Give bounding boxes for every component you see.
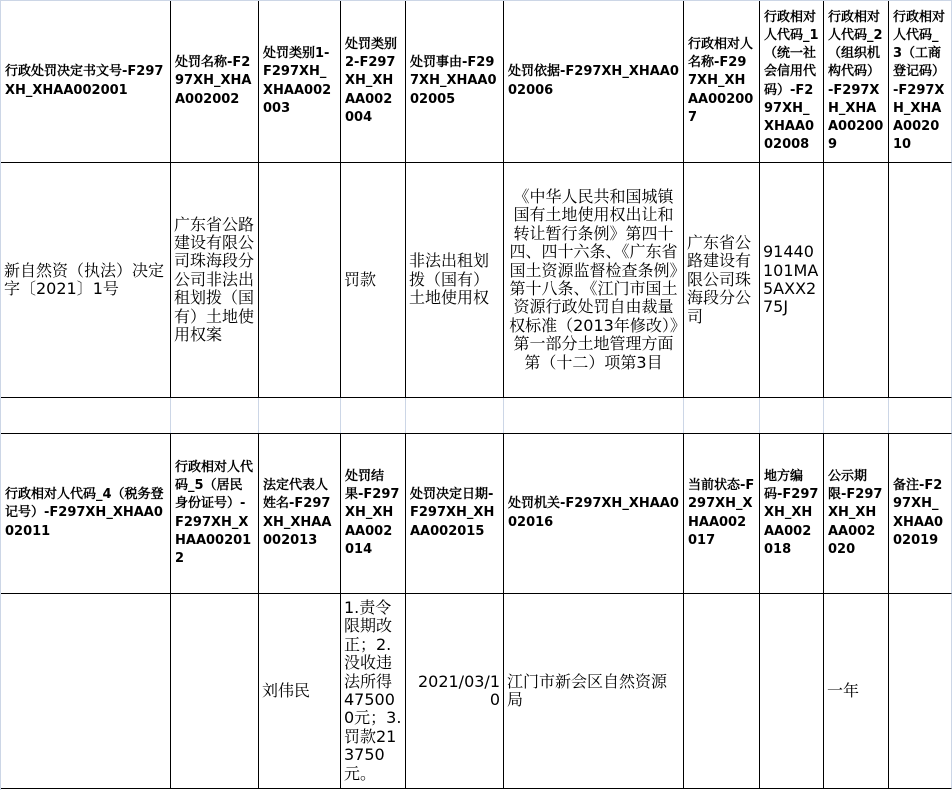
header-penalty-basis: 处罚依据-F297XH_XHAA002006 xyxy=(504,1,684,163)
value-penalty-doc-no: 新自然资（执法）决定字〔2021〕1号 xyxy=(1,163,171,398)
separator-cell xyxy=(259,398,341,433)
header-penalty-category-1: 处罚类别1-F297XH_XHAA002003 xyxy=(259,1,341,163)
separator-cell xyxy=(504,398,684,433)
separator-cell xyxy=(824,398,889,433)
penalty-record-table xyxy=(1,1,952,789)
separator-cell xyxy=(341,398,406,433)
value-penalty-result: 1.责令限期改正；2.没收违法所得475000元；3.罚款213750元。 xyxy=(341,594,406,789)
separator-cell xyxy=(1,398,171,433)
value-party-code-4 xyxy=(1,594,171,789)
value-party-code-2 xyxy=(824,163,889,398)
header-penalty-result: 处罚结果-F297XH_XHAA002014 xyxy=(341,433,406,594)
value-remarks xyxy=(889,594,952,789)
value-publicity-period: 一年 xyxy=(824,594,889,789)
value-penalty-category-2: 罚款 xyxy=(341,163,406,398)
header-party-code-5: 行政相对人代码_5（居民身份证号）-F297XH_XHAA002012 xyxy=(171,433,259,594)
value-penalty-authority: 江门市新会区自然资源局 xyxy=(504,594,684,789)
value-penalty-decision-date: 2021/03/10 xyxy=(406,594,504,789)
header-remarks: 备注-F297XH_XHAA002019 xyxy=(889,433,952,594)
value-legal-rep-name: 刘伟民 xyxy=(259,594,341,789)
separator-cell xyxy=(760,398,824,433)
header-party-code-4: 行政相对人代码_4（税务登记号）-F297XH_XHAA002011 xyxy=(1,433,171,594)
value-party-code-5 xyxy=(171,594,259,789)
header-publicity-period: 公示期限-F297XH_XHAA002020 xyxy=(824,433,889,594)
header-penalty-reason: 处罚事由-F297XH_XHAA002005 xyxy=(406,1,504,163)
value-party-code-1: 91440101MA5AXX275J xyxy=(760,163,824,398)
header-party-code-1: 行政相对人代码_1（统一社会信用代码）-F297XH_XHAA002008 xyxy=(760,1,824,163)
separator-cell xyxy=(889,398,952,433)
header-local-code: 地方编码-F297XH_XHAA002018 xyxy=(760,433,824,594)
value-penalty-name: 广东省公路建设有限公司珠海段分公司非法出租划拨（国有）土地使用权案 xyxy=(171,163,259,398)
value-local-code xyxy=(760,594,824,789)
value-party-name: 广东省公路建设有限公司珠海段分公司 xyxy=(684,163,760,398)
header-party-code-3: 行政相对人代码_3（工商登记码）-F297XH_XHAA002010 xyxy=(889,1,952,163)
header-penalty-decision-date: 处罚决定日期-F297XH_XHAA002015 xyxy=(406,433,504,594)
value-party-code-3 xyxy=(889,163,952,398)
separator-cell xyxy=(684,398,760,433)
separator-cell xyxy=(171,398,259,433)
header-party-name: 行政相对人名称-F297XH_XHAA002007 xyxy=(684,1,760,163)
header-penalty-doc-no: 行政处罚决定书文号-F297XH_XHAA002001 xyxy=(1,1,171,163)
value-penalty-reason: 非法出租划拨（国有）土地使用权 xyxy=(406,163,504,398)
value-penalty-category-1 xyxy=(259,163,341,398)
header-penalty-name: 处罚名称-F297XH_XHAA002002 xyxy=(171,1,259,163)
header-party-code-2: 行政相对人代码_2（组织机构代码）-F297XH_XHAA002009 xyxy=(824,1,889,163)
header-legal-rep-name: 法定代表人姓名-F297XH_XHAA002013 xyxy=(259,433,341,594)
header-penalty-authority: 处罚机关-F297XH_XHAA002016 xyxy=(504,433,684,594)
value-current-status xyxy=(684,594,760,789)
header-current-status: 当前状态-F297XH_XHAA002017 xyxy=(684,433,760,594)
separator-cell xyxy=(406,398,504,433)
value-penalty-basis: 《中华人民共和国城镇国有土地使用权出让和转让暂行条例》第四十四、四十六条、《广东省国土资源监督检查条例》第十八条、《江门市国土资源行政处罚自由裁量权标准（2013年修改）》第一部分土地管理方面第（十二）项第3目 xyxy=(504,163,684,398)
header-penalty-category-2: 处罚类别2-F297XH_XHAA002004 xyxy=(341,1,406,163)
